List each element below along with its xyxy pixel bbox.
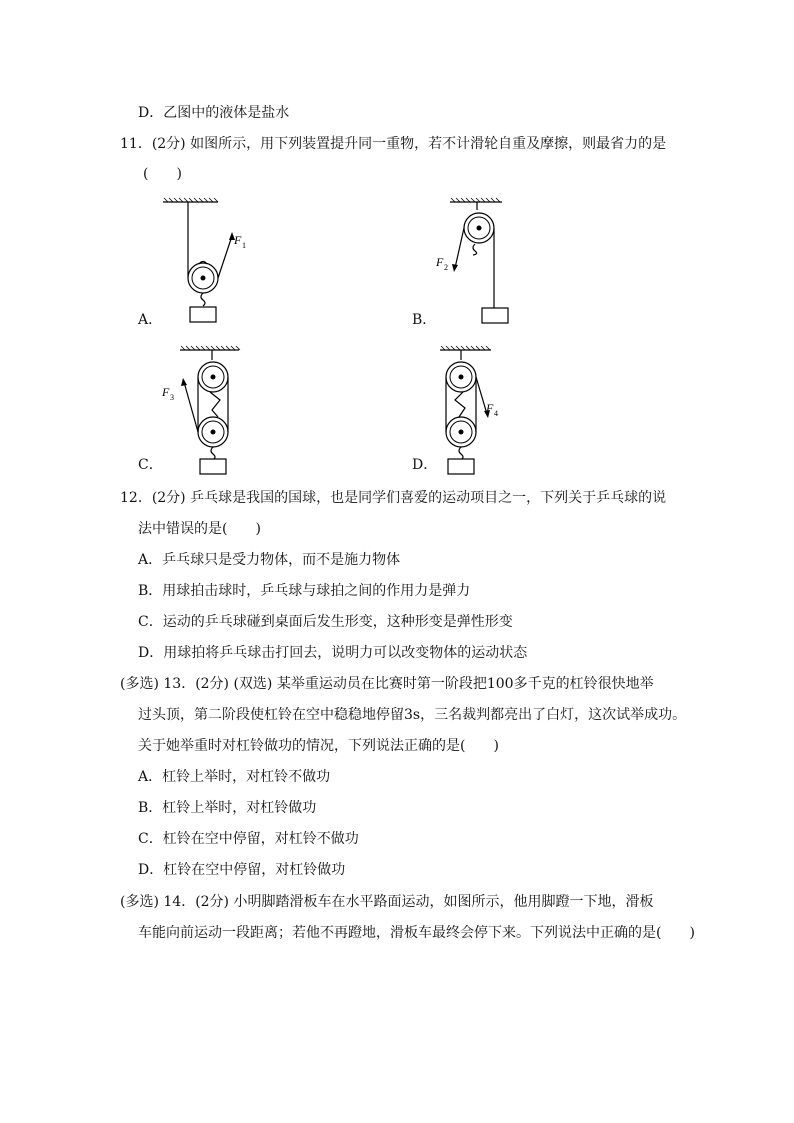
q10-option-d: D．乙图中的液体是盐水 (138, 105, 290, 121)
ceiling-hatch (450, 198, 502, 202)
q13-option-b: B．杠铃上举时，对杠铃做功 (138, 800, 317, 816)
q11-option-d-label: D． (412, 457, 438, 473)
force-label: F (436, 255, 444, 269)
force-arrow (181, 378, 187, 386)
ceiling-hatch (440, 346, 491, 350)
fixed-pulley (198, 362, 228, 392)
fixed-pulley (446, 362, 476, 392)
q14-stem-line1: (多选) 14．(2分) 小明脚踏滑板车在水平路面运动，如图所示，他用脚蹬一下地，滑板 (120, 894, 654, 910)
pulley-diagram-a (150, 192, 270, 328)
pulley-diagram-c (150, 340, 270, 476)
q12-stem-line2: 法中错误的是( ) (138, 521, 261, 537)
q13-option-a: A．杠铃上举时，对杠铃不做功 (138, 769, 331, 785)
movable-pulley (198, 417, 228, 460)
weight-block (190, 307, 216, 322)
force-arrow (452, 264, 458, 272)
q13-stem-line2: 过头顶，第二阶段使杠铃在空中稳稳地停留3s，三名裁判都亮出了白灯，这次试举成功。 (138, 707, 687, 723)
force-label: F (486, 401, 494, 415)
pulley-diagram-d (425, 340, 545, 476)
q13-stem-line3: 关于她举重时对杠铃做功的情况，下列说法正确的是( ) (138, 738, 499, 754)
q12-option-d: D．用球拍将乒乓球击打回去，说明力可以改变物体的运动状态 (138, 645, 528, 661)
rope (210, 392, 220, 417)
q12-option-c: C．运动的乒乓球碰到桌面后发生形变，这种形变是弹性形变 (138, 614, 513, 630)
movable-pulley (446, 417, 476, 460)
ceiling-hatch (163, 198, 218, 202)
q13-stem-line1: (多选) 13．(2分) (双选) 某举重运动员在比赛时第一阶段把100多千克的杠铃很快地举 (120, 676, 654, 692)
force-subscript: 4 (494, 409, 498, 418)
force-subscript: 2 (444, 263, 448, 272)
q12-option-b: B．用球拍击球时，乒乓球与球拍之间的作用力是弹力 (138, 583, 471, 599)
force-subscript: 3 (170, 393, 174, 402)
force-label: F (162, 385, 170, 399)
rope (455, 392, 465, 417)
q11-option-b-label: B． (412, 312, 437, 328)
weight-block (448, 459, 474, 474)
q14-stem-line2: 车能向前运动一段距离；若他不再蹬地，滑板车最终会停下来。下列说法中正确的是( ) (138, 925, 695, 941)
fixed-pulley (464, 213, 494, 255)
rope (218, 236, 232, 278)
q13-option-c: C．杠铃在空中停留，对杠铃不做功 (138, 831, 359, 847)
q11-option-c-label: C． (138, 457, 163, 473)
force-label: F (234, 233, 242, 247)
rope (455, 228, 464, 268)
movable-pulley (188, 262, 218, 307)
weight-block (200, 459, 226, 474)
rope (184, 382, 198, 432)
pulley-diagram-b (425, 192, 545, 328)
weight-block (482, 308, 508, 323)
q11-option-a-label: A． (138, 312, 163, 328)
q13-option-d: D．杠铃在空中停留，对杠铃做功 (138, 862, 346, 878)
q12-stem-line1: 12．(2分) 乒乓球是我国的国球，也是同学们喜爱的运动项目之一，下列关于乒乓球的说 (120, 490, 667, 506)
force-subscript: 1 (242, 241, 246, 250)
q12-option-a: A．乒乓球只是受力物体，而不是施力物体 (138, 552, 401, 568)
q11-stem: 11．(2分) 如图所示，用下列装置提升同一重物，若不计滑轮自重及摩擦，则最省力的是 (120, 136, 667, 152)
q11-answer-paren: ( ) (143, 166, 182, 182)
ceiling-hatch (180, 346, 240, 350)
